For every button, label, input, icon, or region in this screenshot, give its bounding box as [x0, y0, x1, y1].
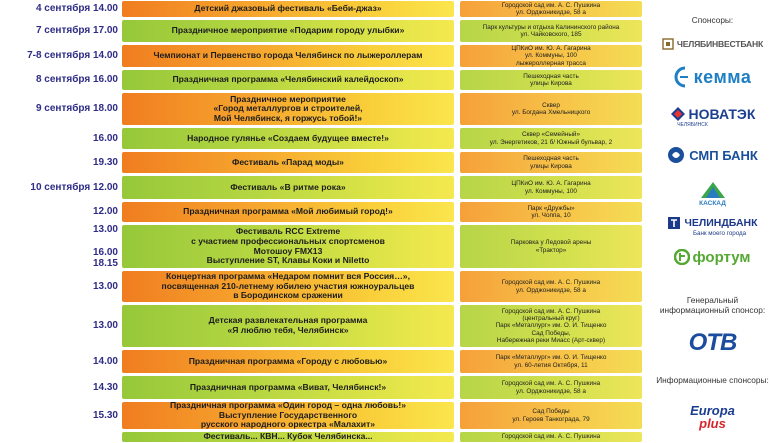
event-date-time: 13.00	[92, 280, 118, 292]
event-location: Парк культуры и отдыха Калининского района ул. Чайковского, 185	[460, 20, 642, 42]
event-location: Городской сад им. А. С. Пушкина ул. Орджоникидзе, 58 а	[460, 1, 642, 17]
chelindbank-logo	[645, 212, 780, 240]
schedule-row	[0, 69, 642, 91]
kemma-emblem-icon	[674, 66, 694, 88]
schedule-row	[0, 431, 642, 443]
event-location: Пешеходная часть улицы Кирова	[460, 152, 642, 173]
schedule-row	[0, 224, 642, 269]
schedule-row	[0, 175, 642, 200]
event-title: Фестиваль... КВН... Кубок Челябинска...	[122, 432, 454, 442]
event-location: Пешеходная часть улицы Кирова	[460, 70, 642, 90]
event-date-time: 9 сентября 18.00	[35, 103, 118, 115]
event-title: Чемпионат и Первенство города Челябинск по лыжероллерам	[122, 45, 454, 67]
europa-text: Europa	[690, 403, 735, 418]
event-title: Фестиваль «В ритме рока»	[122, 176, 454, 199]
schedule-row	[0, 92, 642, 126]
schedule-row	[0, 19, 642, 43]
event-location: Городской сад им. А. С. Пушкина ул. Орджоникидзе, 58 а	[460, 271, 642, 302]
event-location: Сквер ул. Богдана Хмельницкого	[460, 93, 642, 125]
event-date-time: 12.00	[92, 206, 118, 218]
event-location: ЦПКиО им. Ю. А. Гагарина ул. Коммуны, 100 лыжероллерная трасса	[460, 45, 642, 67]
otv-text: ОТВ	[688, 329, 737, 356]
event-title: Праздничная программа «Виват, Челябинск!»	[122, 376, 454, 399]
fortum-text: фортум	[692, 248, 751, 266]
chelyabinvestbank-emblem-icon	[662, 38, 674, 50]
smp-bank-logo	[645, 143, 780, 167]
event-date-time: 14.00	[92, 355, 118, 367]
schedule-row	[0, 0, 642, 18]
event-location: Городской сад им. А. С. Пушкина (центральный круг) Парк «Металлург» им. О. И. Тищенко Сад Победы, Набережная реки Миасс (Арт-сквер)	[460, 305, 642, 347]
event-date-time: 16.00	[92, 132, 118, 144]
schedule-row	[0, 375, 642, 400]
schedule-row	[0, 151, 642, 174]
smp-bank-emblem-icon	[667, 146, 685, 164]
otv-logo	[645, 328, 780, 358]
chelyabinvestbank-text: ЧЕЛЯБИНВЕСТБАНК	[676, 39, 764, 49]
chelindbank-emblem-icon	[667, 216, 681, 230]
sponsors-panel	[645, 0, 780, 440]
schedule-row	[0, 270, 642, 303]
event-date-time: 15.30	[92, 409, 118, 421]
novatek-logo	[645, 103, 780, 131]
event-date-time: 19.30	[92, 156, 118, 168]
event-title: Народное гулянье «Создаем будущее вместе!»	[122, 128, 454, 149]
event-date-time	[0, 431, 118, 443]
chelindbank-text: ЧЕЛИНДБАНК	[684, 216, 758, 229]
event-title: Детская развлекательная программа «Я люблю тебя, Челябинск»	[122, 305, 454, 347]
event-date-time: 13.00	[92, 320, 118, 332]
sponsors-caption: Спонсоры:	[691, 15, 734, 25]
event-date-time: 13.00 16.00 18.15	[92, 223, 118, 269]
event-title: Праздничная программа «Городу с любовью»	[122, 350, 454, 373]
schedule-row	[0, 44, 642, 68]
chelindbank-subtext: Банк моего города	[692, 229, 747, 237]
event-location: Парк «Дружбы» ул. Чоппа, 10	[460, 202, 642, 222]
novatek-subtext: ЧЕЛЯБИНСК	[677, 122, 708, 128]
event-location: Сквер «Семейный» ул. Энергетиков, 21 б/ Южный бульвар, 2	[460, 128, 642, 149]
schedule-row	[0, 304, 642, 348]
event-location: ЦПКиО им. Ю. А. Гагарина ул. Коммуны, 100	[460, 176, 642, 199]
smp-bank-text: СМП БАНК	[689, 147, 758, 163]
novatek-emblem-icon	[670, 106, 686, 122]
event-date-time: 8 сентября 16.00	[35, 74, 118, 86]
kemma-text: кемма	[693, 66, 752, 87]
chelyabinvestbank-logo	[645, 36, 780, 52]
event-title: Фестиваль «Парад моды»	[122, 152, 454, 173]
schedule-row	[0, 127, 642, 150]
general-sponsor-caption: Генеральный информационный спонсор:	[659, 295, 766, 315]
event-date-time: 14.30	[92, 381, 118, 393]
kaskad-emblem-icon	[700, 181, 726, 199]
kemma-logo	[645, 63, 780, 91]
event-location: Парк «Металлург» им. О. И. Тищенко ул. 60-летия Октября, 11	[460, 350, 642, 373]
event-location: Городской сад им. А. С. Пушкина ул. Орджоникидзе, 58 а	[460, 376, 642, 399]
event-location: Парковка у Ледовой арены «Трактор»	[460, 225, 642, 268]
schedule-row	[0, 349, 642, 374]
plus-text: plus	[699, 416, 726, 431]
event-location: Сад Победы ул. Героев Танкограда, 79	[460, 402, 642, 429]
info-sponsors-caption: Информационные спонсоры:	[656, 375, 769, 385]
event-location: Городской сад им. А. С. Пушкина	[460, 432, 642, 442]
event-title: Праздничная программа «Один город – одна любовь!» Выступление Государственного русского народного оркестра «Малахит»	[122, 402, 454, 429]
fortum-logo	[645, 245, 780, 269]
event-title: Концертная программа «Недаром помнит вся Россия…», посвященная 210-летнему юбилею участия южноуральцев в Бородинском сражении	[122, 271, 454, 302]
event-title: Детский джазовый фестиваль «Беби-джаз»	[122, 1, 454, 17]
event-title: Праздничное мероприятие «Подарим городу улыбки»	[122, 20, 454, 42]
novatek-text: НОВАТЭК	[688, 106, 756, 122]
event-date-time: 7-8 сентября 14.00	[27, 50, 118, 62]
fortum-emblem-icon	[674, 249, 690, 265]
europa-plus-logo	[645, 394, 780, 440]
event-title: Праздничное мероприятие «Город металлургов и строителей, Мой Челябинск, я горжусь тобой!»	[122, 93, 454, 125]
event-date-time: 10 сентября 12.00	[30, 181, 118, 193]
schedule-row	[0, 401, 642, 430]
event-title: Праздничная программа «Мой любимый город!»	[122, 202, 454, 222]
schedule-row	[0, 201, 642, 223]
event-date-time: 7 сентября 17.00	[35, 25, 118, 37]
kaskad-text: КАСКАД	[699, 200, 726, 207]
event-title: Фестиваль RCC Extreme с участием профессиональных спортсменов Мотошоу FMX13 Выступление ST, Клавы Коки и Niletto	[122, 225, 454, 268]
event-title: Праздничная программа «Челябинский калейдоскоп»	[122, 70, 454, 90]
kaskad-logo	[645, 177, 780, 211]
event-date-time: 4 сентября 14.00	[35, 3, 118, 15]
